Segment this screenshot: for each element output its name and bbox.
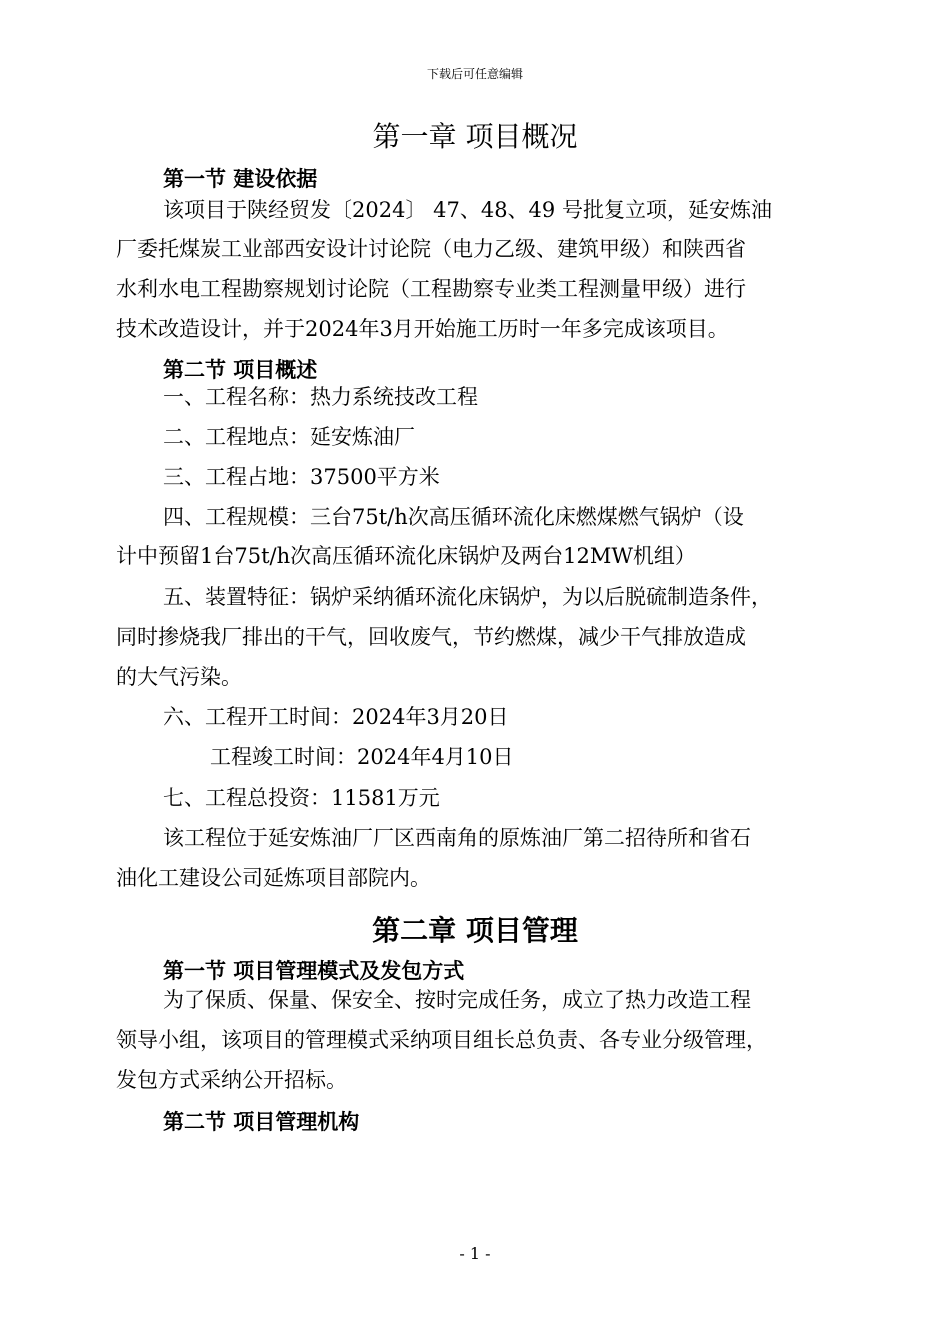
page-number: - 1 - <box>459 1244 491 1263</box>
section-heading: 第一节 建设依据 <box>163 166 318 191</box>
paragraph-line: 技术改造设计，并于2024年3月开始施工历时一年多完成该项目。 <box>116 317 729 341</box>
paragraph-line: 油化工建设公司延炼项目部院内。 <box>116 866 431 890</box>
paragraph-line: 该工程位于延安炼油厂厂区西南角的原炼油厂第二招待所和省石 <box>163 826 751 850</box>
list-item: 计中预留1台75t/h次高压循环流化床锅炉及两台12MW机组） <box>116 544 696 568</box>
list-item: 三、工程占地：37500平方米 <box>163 465 440 489</box>
paragraph-line: 发包方式采纳公开招标。 <box>116 1068 347 1092</box>
list-item: 七、工程总投资：11581万元 <box>163 786 440 810</box>
list-item: 六、工程开工时间：2024年3月20日 <box>163 705 509 729</box>
section-heading: 第一节 项目管理模式及发包方式 <box>163 958 465 983</box>
list-item: 二、工程地点：延安炼油厂 <box>163 425 415 449</box>
list-item: 一、工程名称：热力系统技改工程 <box>163 385 478 409</box>
list-item: 的大气污染。 <box>116 665 242 689</box>
paragraph-line: 厂委托煤炭工业部西安设计讨论院（电力乙级、建筑甲级）和陕西省 <box>116 237 746 261</box>
paragraph-line: 该项目于陕经贸发〔2024〕 47、48、49 号批复立项，延安炼油 <box>163 198 772 222</box>
list-item: 五、装置特征：锅炉采纳循环流化床锅炉，为以后脱硫制造条件， <box>163 585 772 609</box>
section-heading: 第二节 项目管理机构 <box>163 1109 360 1134</box>
chapter-2-title: 第二章 项目管理 <box>372 914 578 947</box>
paragraph-line: 水利水电工程勘察规划讨论院（工程勘察专业类工程测量甲级）进行 <box>116 277 746 301</box>
header-note: 下载后可任意编辑 <box>426 67 523 81</box>
list-item: 同时掺烧我厂排出的干气，回收废气，节约燃煤，减少干气排放造成 <box>116 625 746 649</box>
paragraph-line: 为了保质、保量、保安全、按时完成任务，成立了热力改造工程 <box>163 988 751 1012</box>
list-item: 四、工程规模：三台75t/h次高压循环流化床燃煤燃气锅炉（设 <box>163 505 744 529</box>
list-item: 工程竣工时间：2024年4月10日 <box>210 745 514 769</box>
paragraph-line: 领导小组，该项目的管理模式采纳项目组长总负责、各专业分级管理， <box>116 1028 767 1052</box>
section-heading: 第二节 项目概述 <box>163 357 318 382</box>
chapter-1-title: 第一章 项目概况 <box>372 120 578 153</box>
